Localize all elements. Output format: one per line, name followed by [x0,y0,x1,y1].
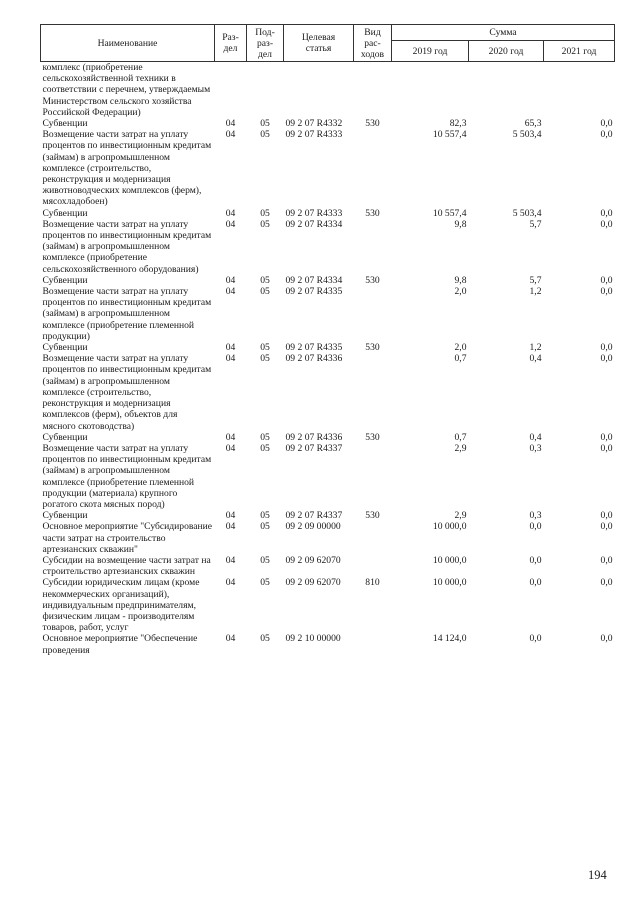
row-expense-type: 530 [365,207,380,219]
row-sum-2020: 0,0 [529,554,542,566]
table-row [41,555,615,577]
row-subsection: 05 [260,218,270,230]
row-expense-type [354,555,392,577]
row-subsection: 05 [260,353,270,365]
row-target: 09 2 07 R4334 [285,274,343,286]
row-target: 09 2 07 R4333 [285,129,343,141]
row-name: Возмещение части затрат на уплату процентов по инвестиционным кредитам (займам) в агропромышленном комплексе (строительство, реконструкция и модернизация комплексов (ферм), объектов для мясного скотоводства) [42,353,212,432]
row-sum-2019: 2,0 [454,286,467,298]
row-sum-2021: 0,0 [600,274,613,286]
header-year-2021: 2021 год [544,41,615,62]
row-sum-2019: 10 000,0 [432,554,467,566]
table-row [41,432,615,443]
row-sum-2019: 9,8 [454,274,467,286]
row-sum-2021: 0,0 [600,554,613,566]
row-sum-2019: 0,7 [454,431,467,443]
row-expense-type [354,219,392,275]
row-sum-2021: 0,0 [600,129,613,141]
row-sum-2020: 65,3 [524,118,542,130]
table-row [41,208,615,219]
row-sum-2019: 2,9 [454,442,467,454]
row-sum-2021: 0,0 [600,577,613,589]
row-name: Субсидии на возмещение части затрат на строительство артезианских скважин [42,554,211,578]
header-sum: Сумма [392,25,615,41]
row-subsection: 05 [260,342,270,354]
table-row [41,286,615,342]
row-expense-type [354,62,392,119]
row-sum-2020: 0,0 [529,521,542,533]
row-subsection: 05 [260,577,270,589]
row-sum-2020: 0,4 [529,431,542,443]
header-expense-type: Вид рас- ходов [354,25,392,62]
row-name: Возмещение части затрат на уплату процентов по инвестиционным кредитам (займам) в агропромышленном комплексе (строительство, реконструкция и модернизация животноводческих комплексов (ферм), мясохладобоен) [42,129,212,208]
header-section: Раз- дел [215,25,247,62]
row-name: Субвенции [42,431,88,443]
row-target: 09 2 07 R4337 [285,442,343,454]
row-section: 04 [225,118,236,130]
row-sum-2020: 0,3 [529,442,542,454]
row-sum-2019: 2,0 [454,342,467,354]
row-subsection: 05 [260,207,270,219]
row-sum-2020: 1,2 [529,342,542,354]
row-target: 09 2 07 R4335 [285,286,343,298]
header-name: Наименование [41,25,215,62]
row-section: 04 [225,286,236,298]
row-section: 04 [225,342,236,354]
row-sum-2021: 0,0 [600,218,613,230]
row-name: Основное мероприятие "Обеспечение проведения [42,633,198,656]
row-sum-2021: 0,0 [600,286,613,298]
row-target: 09 2 07 R4332 [285,118,343,130]
row-name: Возмещение части затрат на уплату процентов по инвестиционным кредитам (займам) в агропромышленном комплексе (приобретение племенной продукции) [42,286,212,342]
row-target: 09 2 09 62070 [285,577,341,589]
row-expense-type [354,286,392,342]
table-row [41,510,615,521]
budget-table [40,24,615,656]
table-row [41,353,615,431]
row-sum-2020: 5,7 [529,274,542,286]
row-sum-2019: 10 000,0 [432,577,467,589]
row-subsection: 05 [260,431,270,443]
row-section: 04 [225,442,236,454]
table-row [41,633,615,655]
row-name: Субвенции [42,207,88,219]
row-subsection: 05 [260,286,270,298]
row-subsection: 05 [260,442,270,454]
row-subsection: 05 [260,129,270,141]
row-sum-2019: 10 557,4 [432,207,467,219]
row-subsection [247,62,284,119]
row-section: 04 [225,554,236,566]
row-section: 04 [225,510,236,522]
row-expense-type [354,633,392,655]
row-section: 04 [225,431,236,443]
row-target: 09 2 07 R4334 [285,218,343,230]
row-name: Субсидии юридическим лицам (кроме некоммерческих организаций), индивидуальным предпринимателям, физическим лицам - производителям товаров, работ, услуг [42,577,200,634]
row-sum-2019: 2,9 [454,510,467,522]
row-expense-type: 530 [365,510,380,522]
row-expense-type [354,353,392,431]
row-name: Возмещение части затрат на уплату процентов по инвестиционным кредитам (займам) в агропромышленном комплексе (приобретение сельскохозяйственного оборудования) [42,218,212,275]
row-section [215,62,247,119]
row-sum-2019: 10 000,0 [432,521,467,533]
table-row [41,118,615,129]
row-sum-2021: 0,0 [600,521,613,533]
row-sum-2021: 0,0 [600,431,613,443]
row-sum-2019: 0,7 [454,353,467,365]
row-section: 04 [225,353,236,365]
table-row [41,443,615,510]
row-expense-type [354,129,392,207]
row-sum-2020: 0,0 [529,577,542,589]
row-section: 04 [225,521,236,533]
row-sum-2021: 0,0 [600,442,613,454]
row-expense-type [354,521,392,555]
row-section: 04 [225,218,236,230]
row-subsection: 05 [260,633,270,645]
table-row [41,129,615,207]
row-subsection: 05 [260,274,270,286]
row-target: 09 2 07 R4336 [285,353,343,365]
row-sum-2020: 0,0 [529,633,542,645]
header-subsection: Под- раз- дел [247,25,284,62]
row-expense-type: 810 [365,577,380,589]
table-row [41,521,615,555]
row-sum-2020: 5 503,4 [512,207,542,219]
row-expense-type [354,443,392,510]
row-sum-2020: 0,3 [529,510,542,522]
row-target: 09 2 10 00000 [285,633,341,645]
row-sum-2021: 0,0 [600,510,613,522]
row-sum-2019: 14 124,0 [432,633,467,645]
table-row [41,342,615,353]
row-name: Возмещение части затрат на уплату процентов по инвестиционным кредитам (займам) в агропромышленном комплексе (приобретение племенной продукции (материала) крупного рогатого скота мясных пород) [42,442,212,510]
row-name: Субвенции [42,510,88,522]
row-name: Субвенции [42,118,88,130]
row-sum-2021: 0,0 [600,118,613,130]
row-target: 09 2 07 R4336 [285,431,343,443]
row-section: 04 [225,129,236,141]
table-body [41,62,615,656]
row-sum-2020 [469,62,544,119]
row-subsection: 05 [260,118,270,130]
row-subsection: 05 [260,521,270,533]
row-target: 09 2 09 62070 [285,554,341,566]
row-target: 09 2 09 00000 [285,521,341,533]
row-sum-2021: 0,0 [600,633,613,645]
row-section: 04 [225,633,236,645]
row-sum-2020: 1,2 [529,286,542,298]
page-number: 194 [588,868,607,882]
row-sum-2021: 0,0 [600,207,613,219]
row-sum-2019: 9,8 [454,218,467,230]
row-section: 04 [225,274,236,286]
table-row [41,219,615,275]
row-section: 04 [225,207,236,219]
row-expense-type: 530 [365,342,380,354]
row-target: 09 2 07 R4335 [285,342,343,354]
row-expense-type: 530 [365,431,380,443]
row-sum-2021 [544,62,615,119]
row-sum-2019 [392,62,469,119]
row-expense-type: 530 [365,274,380,286]
row-target [284,62,354,119]
row-sum-2021: 0,0 [600,342,613,354]
row-subsection: 05 [260,554,270,566]
row-sum-2020: 5 503,4 [512,129,542,141]
table-row [41,577,615,633]
row-subsection: 05 [260,510,270,522]
row-name: Основное мероприятие "Субсидирование части затрат на строительство артезианских скважин" [42,521,213,555]
row-sum-2020: 5,7 [529,218,542,230]
row-sum-2019: 82,3 [449,118,467,130]
table-row [41,275,615,286]
row-target: 09 2 07 R4333 [285,207,343,219]
row-sum-2019: 10 557,4 [432,129,467,141]
header-year-2019: 2019 год [392,41,469,62]
row-name: Субвенции [42,274,88,286]
table-header [41,25,615,62]
row-sum-2020: 0,4 [529,353,542,365]
row-expense-type: 530 [365,118,380,130]
header-target: Целевая статья [284,25,354,62]
row-sum-2021: 0,0 [600,353,613,365]
table-row [41,62,615,119]
row-name: Субвенции [42,342,88,354]
row-name: комплекс (приобретение сельскохозяйственной техники в соответствии с перечнем, утверждаемым Министерством сельского хозяйства Российской Федерации) [42,62,211,118]
row-section: 04 [225,577,236,589]
header-year-2020: 2020 год [469,41,544,62]
row-target: 09 2 07 R4337 [285,510,343,522]
